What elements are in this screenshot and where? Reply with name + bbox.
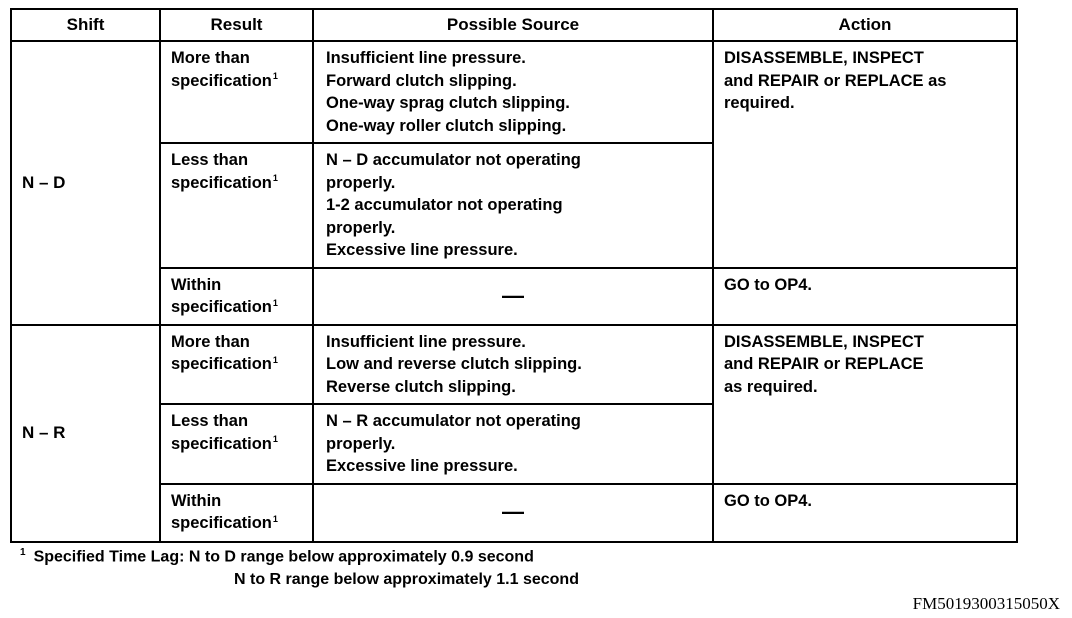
result-line: specification 1 — [171, 433, 304, 456]
result-cell — [160, 268, 313, 325]
source-line: Excessive line pressure. — [326, 457, 518, 475]
result-line: specification 1 — [171, 353, 304, 376]
result-line: specification 1 — [171, 172, 304, 195]
header-action: Action — [713, 9, 1017, 41]
result-line: specification 1 — [171, 70, 304, 93]
result-line: specification 1 — [171, 512, 304, 535]
action-line: as required. — [724, 377, 818, 396]
source-cell — [313, 41, 713, 143]
action-line: GO to OP4. — [724, 275, 813, 294]
source-dash: — — [313, 484, 713, 542]
source-dash: — — [313, 268, 713, 325]
footnote-line-2: N to R range below approximately 1.1 second — [234, 571, 579, 589]
source-cell — [313, 325, 713, 405]
source-line: Excessive line pressure. — [326, 241, 518, 259]
result-line: Less than — [171, 151, 249, 169]
shift-cell-n-r: N – R — [11, 325, 160, 542]
source-line: N – D accumulator not operating — [326, 151, 581, 169]
table-row — [11, 325, 1017, 405]
result-line: specification 1 — [171, 296, 304, 319]
source-cell — [313, 143, 713, 268]
shift-cell-n-d: N – D — [11, 41, 160, 325]
source-line: Reverse clutch slipping. — [326, 377, 516, 396]
source-line: properly. — [326, 173, 396, 192]
result-cell — [160, 404, 313, 484]
result-line: More than — [171, 49, 250, 67]
action-cell — [713, 484, 1017, 542]
figure-code: FM5019300315050X — [912, 594, 1060, 613]
header-row — [11, 9, 1017, 41]
header-possible-source: Possible Source — [313, 9, 713, 41]
header-result: Result — [160, 9, 313, 41]
action-line: DISASSEMBLE, INSPECT — [724, 49, 924, 67]
source-line: N – R accumulator not operating — [326, 412, 581, 430]
action-line: and REPAIR or REPLACE — [724, 355, 924, 373]
result-cell — [160, 143, 313, 268]
action-line: DISASSEMBLE, INSPECT — [724, 332, 924, 351]
result-cell — [160, 41, 313, 143]
source-cell — [313, 404, 713, 484]
action-line: GO to OP4. — [724, 491, 813, 510]
action-line: and REPAIR or REPLACE as — [724, 71, 947, 90]
source-line: Forward clutch slipping. — [326, 71, 517, 90]
footnote — [20, 541, 579, 591]
result-line: Within — [171, 275, 222, 294]
action-cell — [713, 268, 1017, 325]
table-row — [11, 41, 1017, 143]
footnote-line-1: Specified Time Lag: N to D range below approximately 0.9 second — [33, 548, 534, 566]
source-line: One-way roller clutch slipping. — [326, 116, 567, 135]
source-line: One-way sprag clutch slipping. — [326, 94, 570, 112]
source-line: properly. — [326, 218, 396, 237]
source-line: Low and reverse clutch slipping. — [326, 355, 582, 373]
source-line: Insufficient line pressure. — [326, 49, 526, 67]
footnote-mark: 1 — [20, 547, 26, 558]
result-cell — [160, 484, 313, 542]
source-line: Insufficient line pressure. — [326, 332, 526, 351]
action-cell — [713, 325, 1017, 484]
result-line: Less than — [171, 412, 249, 430]
source-line: 1-2 accumulator not operating — [326, 196, 563, 214]
header-shift: Shift — [11, 9, 160, 41]
table-row — [11, 484, 1017, 542]
result-cell — [160, 325, 313, 405]
diagnosis-table — [10, 8, 1018, 543]
source-line: properly. — [326, 434, 396, 453]
table-row — [11, 268, 1017, 325]
action-cell — [713, 41, 1017, 268]
result-line: More than — [171, 332, 250, 351]
result-line: Within — [171, 491, 222, 510]
action-line: required. — [724, 94, 795, 112]
